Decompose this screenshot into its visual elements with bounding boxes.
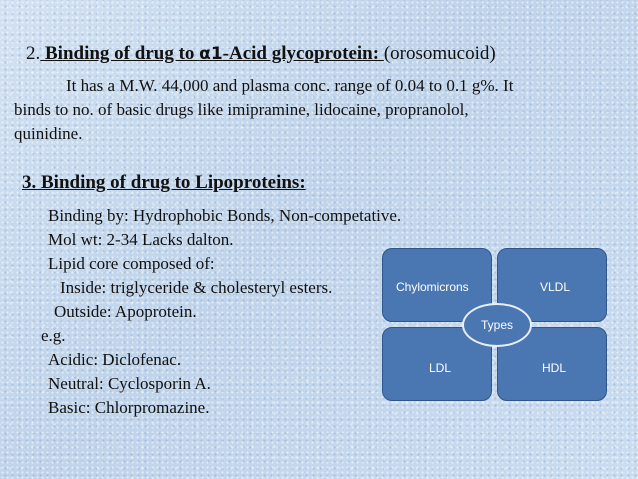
types-label: Types	[480, 318, 513, 332]
section-3-line: Acidic: Diclofenac.	[48, 350, 182, 369]
section-3-number: 3	[22, 172, 32, 193]
section-3-line: Mol wt: 2-34 Lacks dalton.	[48, 230, 234, 249]
section-2-heading-suffix: (orosomucoid)	[383, 43, 496, 64]
section-2-heading	[26, 43, 496, 65]
section-2-body-line-2: binds to no. of basic drugs like imipramine, lidocaine, propranolol,	[14, 100, 469, 119]
section-2-body-line-1: It has a M.W. 44,000 and plasma conc. range of 0.04 to 0.1 g%. It	[66, 76, 514, 95]
section-3-line: Neutral: Cyclosporin A.	[48, 374, 211, 393]
section-2-heading-part1: Binding of drug to	[40, 43, 200, 64]
lipoprotein-types-diagram	[382, 248, 608, 402]
section-3-heading	[22, 172, 306, 194]
section-3-line: Outside: Apoprotein.	[54, 302, 197, 321]
section-2-body-line-3: quinidine.	[14, 124, 83, 143]
section-3-line: Inside: triglyceride & cholesteryl esters.	[60, 278, 333, 297]
alpha-symbol: α1	[199, 44, 223, 64]
quadrant-label: LDL	[429, 361, 452, 375]
section-3-line: Lipid core composed of:	[48, 254, 215, 273]
quadrant-label: Chylomicrons	[396, 280, 469, 294]
section-3-line: e.g.	[41, 326, 66, 345]
section-2-number: 2.	[26, 43, 41, 64]
quadrant-label: VLDL	[539, 280, 570, 294]
section-3-heading-text: . Binding of drug to Lipoproteins:	[31, 172, 306, 193]
section-3-line: Basic: Chlorpromazine.	[48, 398, 210, 417]
quadrant-label: HDL	[541, 361, 566, 375]
types-center-oval	[462, 303, 532, 347]
section-3-line: Binding by: Hydrophobic Bonds, Non-competative.	[48, 206, 402, 225]
section-2-heading-part2: -Acid glycoprotein:	[222, 43, 384, 64]
